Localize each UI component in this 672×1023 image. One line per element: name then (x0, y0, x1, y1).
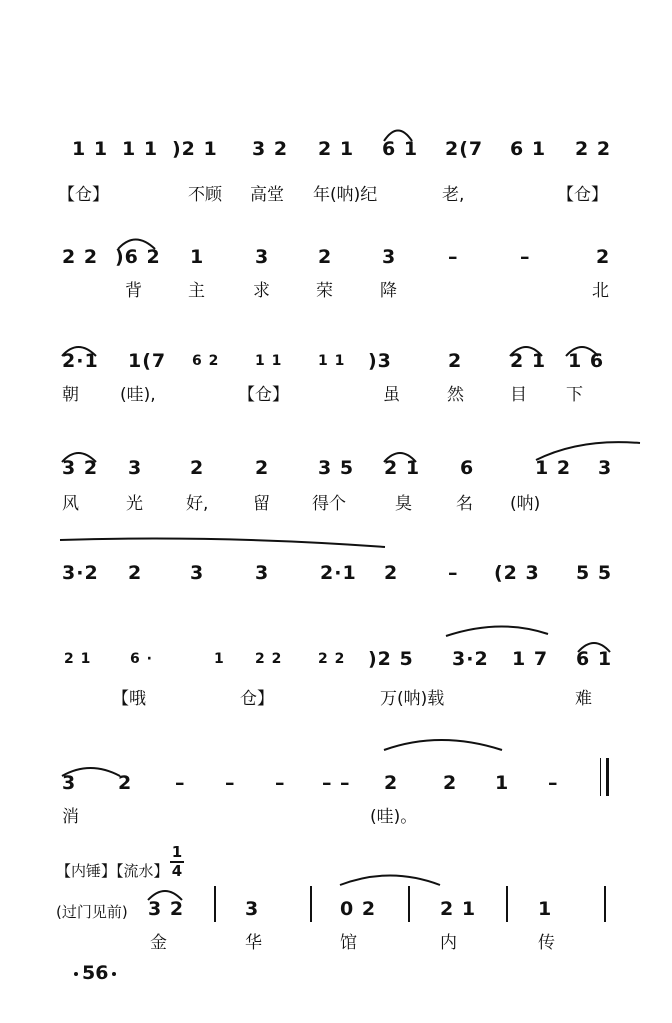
lyric: (呐) (510, 494, 541, 514)
lyric: 【仓】 (58, 185, 109, 205)
lyric: 万(呐)载 (380, 689, 445, 709)
note: 6 1 (382, 138, 419, 160)
note: 3 2 (148, 898, 185, 920)
note: 2·1 (62, 350, 99, 372)
staff-row-3 (0, 350, 672, 440)
final-barline (606, 758, 609, 796)
note: 3 (245, 898, 260, 920)
barline (310, 886, 312, 922)
note: 1 (538, 898, 553, 920)
staff-row-4 (0, 457, 672, 547)
slur (384, 740, 502, 750)
note: 2 (318, 246, 333, 268)
barline (214, 886, 216, 922)
note: 1 2 (535, 457, 572, 479)
note: )2 1 (172, 138, 218, 160)
note: 6 · (130, 651, 153, 667)
meter-bottom: 4 (171, 862, 183, 880)
note: – (448, 562, 459, 584)
note: )3 (368, 350, 392, 372)
staff-row-8 (0, 843, 672, 953)
note: 0 2 (340, 898, 377, 920)
note: 2 1 (64, 651, 92, 667)
lyric: 背 (125, 281, 142, 301)
note: 3·2 (62, 562, 99, 584)
lyric: 内 (440, 933, 457, 953)
page-number (70, 962, 120, 984)
note: 3·2 (452, 648, 489, 670)
lyric: 消 (62, 807, 79, 827)
barline (604, 886, 606, 922)
note: )6 2 (115, 246, 161, 268)
note: 2 1 (318, 138, 355, 160)
barline (506, 886, 508, 922)
note: 3 (62, 772, 77, 794)
barline (408, 886, 410, 922)
lyric: 高堂 (250, 185, 284, 205)
note: 2 2 (62, 246, 99, 268)
lyric: 荣 (316, 281, 333, 301)
staff-row-1 (0, 138, 672, 228)
lyric: 难 (575, 689, 592, 709)
note: 2 2 (575, 138, 612, 160)
note: 2 (384, 562, 399, 584)
note: 1(7 (128, 350, 167, 372)
note: 3 (128, 457, 143, 479)
lyric: 华 (245, 933, 262, 953)
lyric: 下 (566, 385, 583, 405)
lyric: (哇)。 (370, 807, 418, 827)
note: – (322, 772, 333, 794)
note: 6 1 (576, 648, 613, 670)
lyric: 然 (447, 385, 464, 405)
note: 3 2 (252, 138, 289, 160)
lyric: 不顾 (188, 185, 222, 205)
note: – (275, 772, 286, 794)
note: – (340, 772, 351, 794)
lyric: 名 (456, 494, 473, 514)
lyric: 虽 (383, 385, 400, 405)
note: 3 2 (62, 457, 99, 479)
note: 2 2 (255, 651, 283, 667)
note: 2 2 (318, 651, 346, 667)
note: 3 (190, 562, 205, 584)
note: 1 1 (72, 138, 109, 160)
note: 5 5 (576, 562, 613, 584)
lyric: 留 (253, 494, 270, 514)
note: 1 1 (318, 353, 346, 369)
note: 3 5 (318, 457, 355, 479)
staff-row-2 (0, 246, 672, 336)
note: 1 1 (122, 138, 159, 160)
note: 2 (384, 772, 399, 794)
note: 2 (128, 562, 143, 584)
note: 2 (443, 772, 458, 794)
lyric: 好, (186, 494, 209, 514)
note: 6 1 (510, 138, 547, 160)
lyric: 金 (150, 933, 167, 953)
note: 3 (255, 562, 270, 584)
note: 6 (460, 457, 475, 479)
note: 1 6 (568, 350, 605, 372)
note: 2 (255, 457, 270, 479)
page-number-text: 56 (82, 962, 109, 984)
lyric: 朝 (62, 385, 79, 405)
note: – (448, 246, 459, 268)
lyric: 降 (380, 281, 397, 301)
lyric: 【仓】 (238, 385, 289, 405)
time-signature (170, 845, 184, 879)
note: 2 (448, 350, 463, 372)
note: 1 1 (255, 353, 283, 369)
lyric: 年(呐)纪 (313, 185, 378, 205)
note: 1 (495, 772, 510, 794)
note: 1 (190, 246, 205, 268)
note: (2 3 (494, 562, 540, 584)
lyric: 馆 (340, 933, 357, 953)
meter-top: 1 (171, 843, 183, 861)
note: 2·1 (320, 562, 357, 584)
lyric: 风 (62, 494, 79, 514)
note: 1 7 (512, 648, 549, 670)
note: – (548, 772, 559, 794)
staff-row-5 (0, 562, 672, 652)
note: – (175, 772, 186, 794)
note: 1 (214, 651, 225, 667)
lyric: 臭 (395, 494, 412, 514)
lyric: 【哦 (112, 689, 146, 709)
note: 2 1 (440, 898, 477, 920)
note: 3 (598, 457, 613, 479)
note: 2 (596, 246, 611, 268)
lyric: 光 (126, 494, 143, 514)
lyric: 【仓】 (557, 185, 608, 205)
note: 3 (255, 246, 270, 268)
lyric: 北 (592, 281, 609, 301)
note: )2 5 (368, 648, 414, 670)
intro-note: (过门见前) (56, 903, 128, 921)
lyric: 目 (510, 385, 527, 405)
lyric: (哇), (120, 385, 156, 405)
note: – (225, 772, 236, 794)
barline (600, 758, 601, 796)
staff-row-6 (0, 648, 672, 738)
note: 2 1 (384, 457, 421, 479)
lyric: 主 (188, 281, 205, 301)
note: 3 (382, 246, 397, 268)
note: 2 (118, 772, 133, 794)
lyric: 得个 (312, 494, 346, 514)
note: 2 (190, 457, 205, 479)
note: 6 2 (192, 353, 220, 369)
lyric: 求 (253, 281, 270, 301)
lyric: 传 (538, 933, 555, 953)
note: 2 1 (510, 350, 547, 372)
note: 2(7 (445, 138, 484, 160)
lyric: 仓】 (240, 689, 274, 709)
note: – (520, 246, 531, 268)
lyric: 老, (442, 185, 465, 205)
section-label: 【内锤】【流水】 (56, 862, 169, 880)
